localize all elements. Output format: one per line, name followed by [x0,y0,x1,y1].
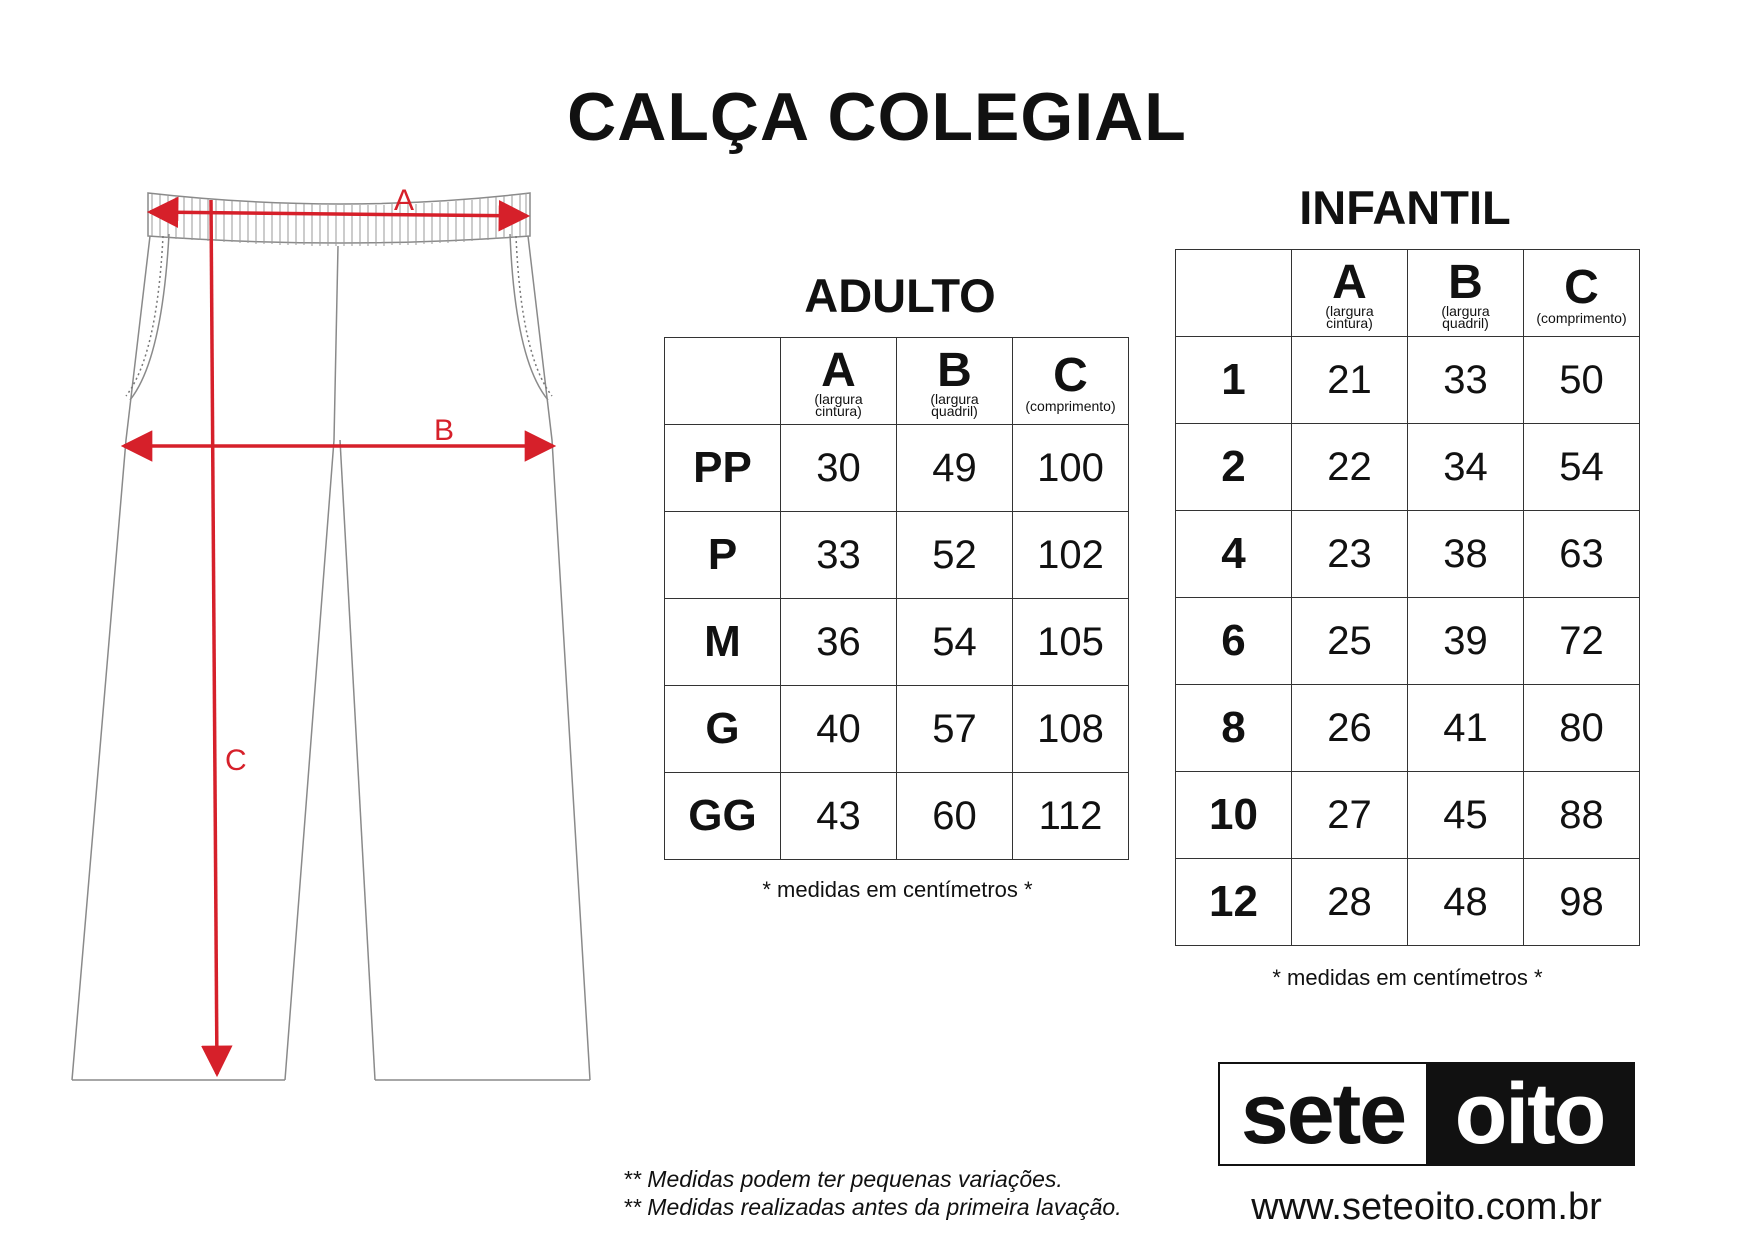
value-b: 54 [897,599,1013,686]
size-label: 2 [1176,424,1292,511]
table-row [665,425,1129,512]
value-a: 36 [781,599,897,686]
size-label: 1 [1176,337,1292,424]
header-a: A (largura cintura) [1292,250,1408,337]
value-c: 100 [1013,425,1129,512]
header-empty-cell [665,338,781,425]
value-c: 80 [1524,685,1640,772]
value-a: 40 [781,686,897,773]
value-c: 105 [1013,599,1129,686]
table-row [1176,511,1640,598]
footnote-variations: ** Medidas podem ter pequenas variações. [623,1166,1063,1192]
value-b: 41 [1408,685,1524,772]
value-a: 28 [1292,859,1408,946]
logo-word-oito: oito [1426,1064,1633,1164]
header-a: A (largura cintura) [781,338,897,425]
brand-logo [1218,1062,1635,1166]
value-b: 57 [897,686,1013,773]
value-b: 60 [897,773,1013,860]
table-row [665,773,1129,860]
size-label: 6 [1176,598,1292,685]
value-c: 112 [1013,773,1129,860]
header-c: C (comprimento) [1013,338,1129,425]
table-row [1176,424,1640,511]
size-label: GG [665,773,781,860]
measure-line-c [211,200,217,1074]
table-header-row [1176,250,1640,337]
value-c: 63 [1524,511,1640,598]
value-c: 102 [1013,512,1129,599]
header-c: C (comprimento) [1524,250,1640,337]
size-label: G [665,686,781,773]
kids-section-title: INFANTIL [1299,181,1511,234]
header-b: B (largura quadril) [897,338,1013,425]
value-c: 98 [1524,859,1640,946]
size-label: PP [665,425,781,512]
table-row [665,599,1129,686]
value-a: 27 [1292,772,1408,859]
measurement-lines [124,200,553,1074]
size-label: 8 [1176,685,1292,772]
table-row [1176,772,1640,859]
table-row [665,512,1129,599]
value-b: 34 [1408,424,1524,511]
header-empty-cell [1176,250,1292,337]
logo-word-sete: sete [1220,1064,1426,1164]
table-row [1176,685,1640,772]
value-b: 49 [897,425,1013,512]
label-b: B [434,414,455,447]
table-row [1176,598,1640,685]
value-a: 43 [781,773,897,860]
value-a: 33 [781,512,897,599]
measure-line-a [150,212,527,216]
value-a: 26 [1292,685,1408,772]
table-row [1176,859,1640,946]
size-label: P [665,512,781,599]
value-b: 48 [1408,859,1524,946]
value-a: 25 [1292,598,1408,685]
value-a: 23 [1292,511,1408,598]
footnote-first-wash: ** Medidas realizadas antes da primeira lavação. [623,1194,1122,1220]
value-b: 45 [1408,772,1524,859]
label-c: C [225,744,247,777]
value-c: 50 [1524,337,1640,424]
value-b: 33 [1408,337,1524,424]
kids-size-table [1175,249,1640,946]
value-a: 21 [1292,337,1408,424]
size-label: 4 [1176,511,1292,598]
value-c: 108 [1013,686,1129,773]
kids-units-note: * medidas em centímetros * [1272,965,1543,990]
size-label: 10 [1176,772,1292,859]
value-a: 22 [1292,424,1408,511]
value-c: 54 [1524,424,1640,511]
label-a: A [394,184,415,217]
value-c: 72 [1524,598,1640,685]
size-label: 12 [1176,859,1292,946]
value-b: 38 [1408,511,1524,598]
value-a: 30 [781,425,897,512]
header-b: B (largura quadril) [1408,250,1524,337]
value-c: 88 [1524,772,1640,859]
size-label: M [665,599,781,686]
value-b: 39 [1408,598,1524,685]
page-title: CALÇA COLEGIAL [567,79,1187,155]
website-url: www.seteoito.com.br [1251,1186,1602,1228]
adult-size-table [664,337,1129,860]
value-b: 52 [897,512,1013,599]
adult-section-title: ADULTO [804,269,996,322]
table-header-row [665,338,1129,425]
adult-units-note: * medidas em centímetros * [762,877,1033,902]
table-row [1176,337,1640,424]
table-row [665,686,1129,773]
pants-outline [72,193,590,1080]
